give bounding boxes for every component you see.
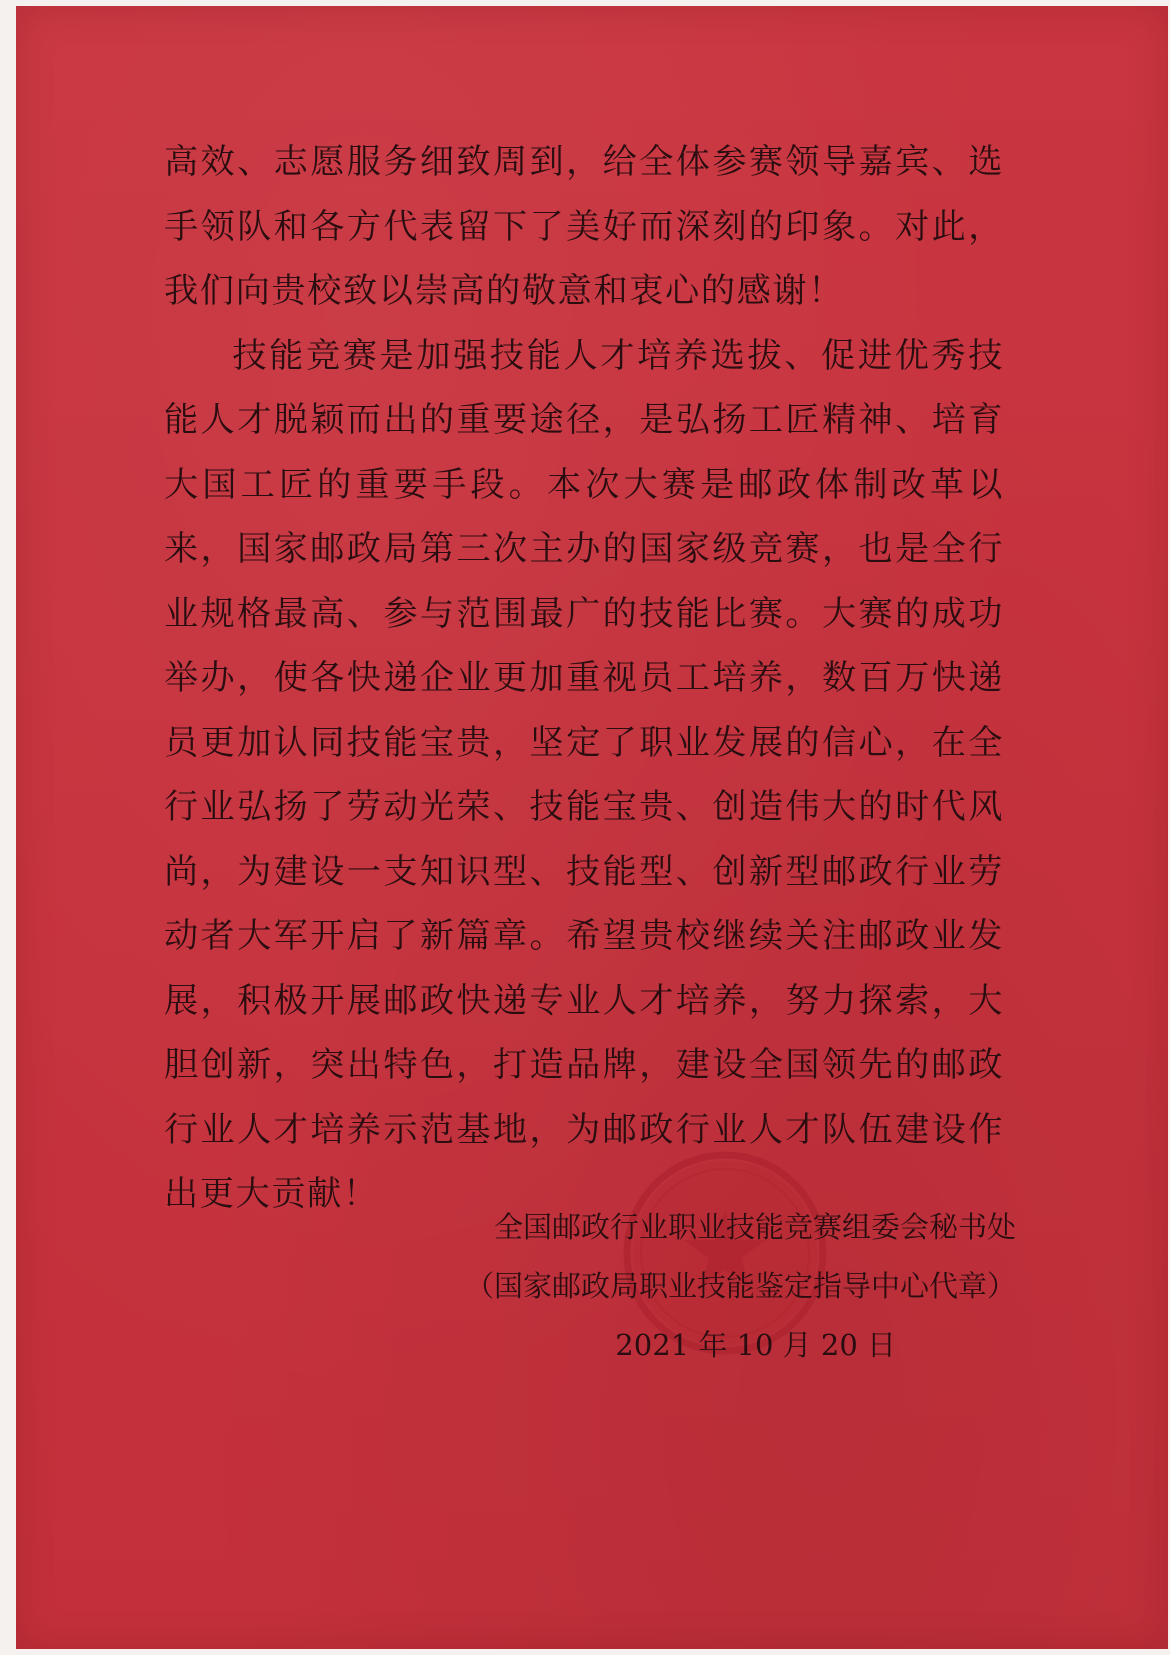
paragraph-skills-competition: 技能竞赛是加强技能人才培养选拔、促进优秀技能人才脱颖而出的重要途径，是弘扬工匠精神、培育大国工匠的重要手段。本次大赛是邮政体制改革以来，国家邮政局第三次主办的国家级竞赛，也是全行业规格最高、参与范围最广的技能比赛。大赛的成功举办，使各快递企业更加重视员工培养，数百万快递员更加认同技能宝贵，坚定了职业发展的信心，在全行业弘扬了劳动光荣、技能宝贵、创造伟大的时代风尚，为建设一支知识型、技能型、创新型邮政行业劳动者大军开启了新篇章。希望贵校继续关注邮政业发展，积极开展邮政快递专业人才培养，努力探索，大胆创新，突出特色，打造品牌，建设全国领先的邮政行业人才培养示范基地，为邮政行业人才队伍建设作出更大贡献！ [164, 335, 1004, 1214]
letter-date: 2021 年 10 月 20 日 [615, 1328, 896, 1362]
seal-note: （国家邮政局职业技能鉴定指导中心代章） [464, 1269, 1016, 1303]
signing-organization: 全国邮政行业职业技能竞赛组委会秘书处 [493, 1210, 1016, 1244]
letter-sheet [16, 6, 1168, 1649]
letter-body [164, 130, 1004, 1227]
signature-block [436, 1198, 1016, 1375]
paragraph-continuation: 高效、志愿服务细致周到，给全体参赛领导嘉宾、选手领队和各方代表留下了美好而深刻的印象。对此，我们向贵校致以崇高的敬意和衷心的感谢！ [164, 142, 1004, 311]
